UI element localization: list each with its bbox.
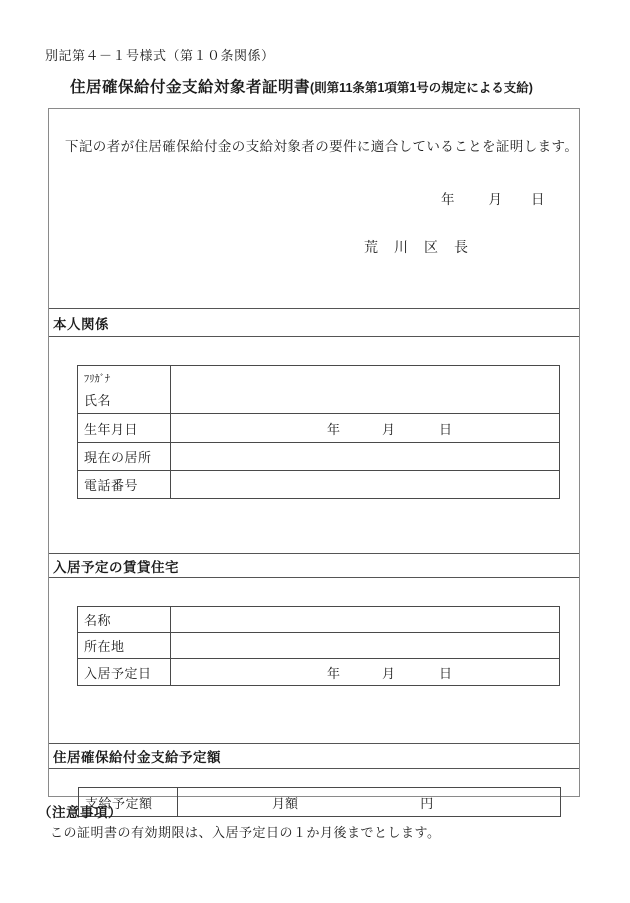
movein-month-label: 月 [382, 665, 396, 681]
name-label-cell [78, 366, 171, 414]
certification-statement: 下記の者が住居確保給付金の支給対象者の要件に適合していることを証明します。 [65, 139, 579, 154]
birthdate-label: 生年月日 [78, 414, 171, 443]
planned-amount-value-cell [178, 788, 561, 817]
notes-heading: （注意事項） [38, 805, 122, 820]
section-header-personal: 本人関係 [49, 308, 579, 337]
issue-date-year-label: 年 [441, 192, 455, 207]
phone-number-value-cell [171, 471, 560, 499]
table-row [78, 659, 560, 686]
form-code: 別記第４－１号様式（第１０条関係） [45, 48, 275, 63]
name-label: 氏名 [84, 392, 112, 408]
personal-section [49, 365, 579, 553]
section-header-housing: 入居予定の賃貸住宅 [49, 553, 579, 578]
movein-year-label: 年 [327, 665, 341, 681]
housing-name-label: 名称 [78, 607, 171, 633]
housing-table [77, 606, 560, 686]
monthly-amount-label: 月額 [272, 795, 299, 811]
movein-day-label: 日 [439, 665, 453, 681]
table-row [78, 471, 560, 499]
current-address-label: 現在の居所 [78, 443, 171, 471]
table-row [78, 414, 560, 443]
housing-section [49, 606, 579, 743]
issue-date-day-label: 日 [531, 192, 545, 207]
birthdate-day-label: 日 [439, 421, 453, 437]
housing-name-value-cell [171, 607, 560, 633]
yen-unit-label: 円 [420, 795, 434, 811]
furigana-label: ﾌﾘｶﾞﾅ [84, 373, 111, 385]
issue-date-line [441, 188, 545, 208]
issuer-name: 荒 川 区 長 [364, 241, 469, 256]
personal-info-table [77, 365, 560, 499]
form-outer-border [48, 108, 580, 811]
table-row [78, 443, 560, 471]
name-value-cell [171, 366, 560, 414]
benefit-table [78, 787, 561, 817]
phone-number-label: 電話番号 [78, 471, 171, 499]
movein-date-label: 入居予定日 [78, 659, 171, 686]
housing-location-value-cell [171, 633, 560, 659]
notes-text: この証明書の有効期限は、入居予定日の１か月後までとします。 [50, 825, 441, 840]
form-title-qualifier: (則第11条第1項第1号の規定による支給) [310, 81, 533, 95]
certification-section [49, 109, 579, 308]
birthdate-year-label: 年 [327, 421, 341, 437]
birthdate-month-label: 月 [382, 421, 396, 437]
table-row [78, 607, 560, 633]
table-row [78, 633, 560, 659]
birthdate-value-cell [171, 414, 560, 443]
table-row [78, 366, 560, 414]
movein-date-value-cell [171, 659, 560, 686]
current-address-value-cell [171, 443, 560, 471]
issue-date-month-label: 月 [488, 192, 502, 207]
planned-amount-label: 支給予定額 [79, 788, 178, 817]
form-title-line [70, 75, 533, 97]
table-row [79, 788, 561, 817]
housing-location-label: 所在地 [78, 633, 171, 659]
form-title: 住居確保給付金支給対象者証明書 [70, 79, 311, 96]
section-header-benefit: 住居確保給付金支給予定額 [49, 743, 579, 769]
